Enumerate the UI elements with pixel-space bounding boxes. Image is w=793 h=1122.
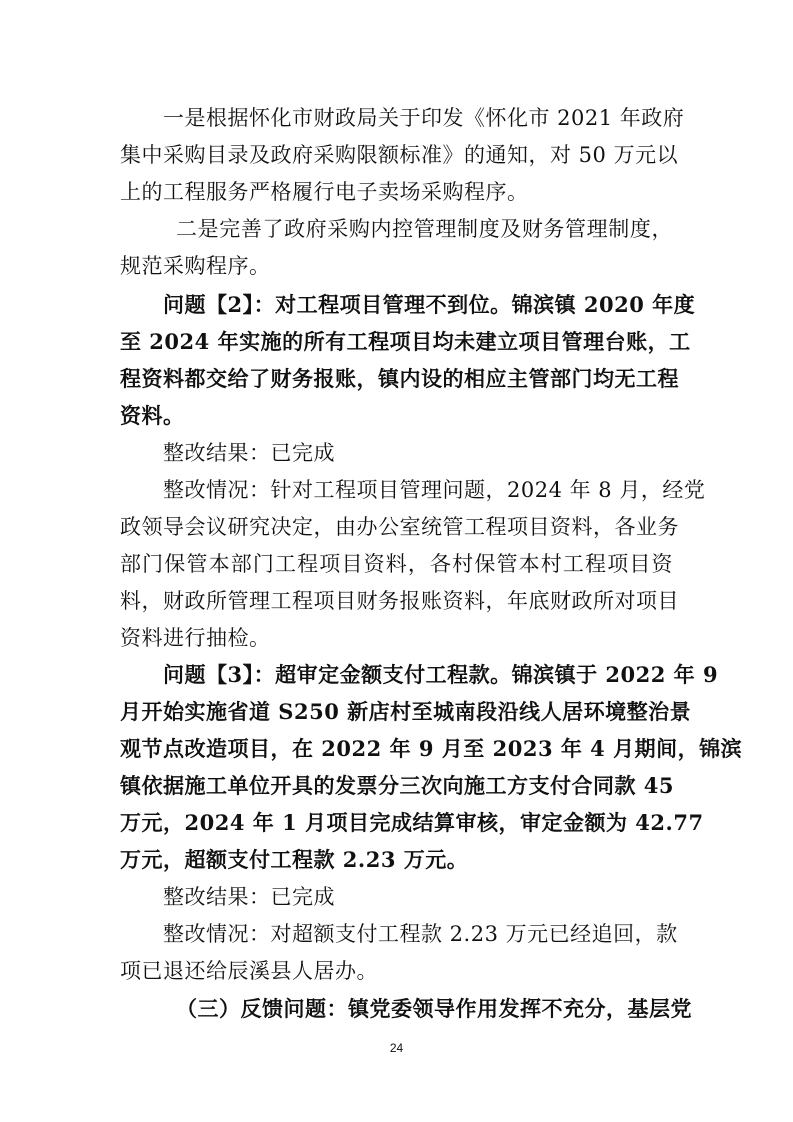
issue-line: 月开始实施省道 S250 新店村至城南段沿线人居环境整治景 [120, 699, 692, 724]
issue-line: 程资料都交给了财务报账，镇内设的相应主管部门均无工程 [120, 366, 679, 391]
paragraph-line: 料，财政所管理工程项目财务报账资料，年底财政所对项目 [120, 589, 679, 613]
page-number: 24 [389, 1041, 404, 1055]
issue-line: 问题【2】：对工程项目管理不到位。锦滨镇 2020 年度 [163, 292, 696, 317]
issue-2-result: 整改结果：已完成 [163, 441, 335, 465]
paragraph-line: 规范采购程序。 [120, 254, 271, 278]
section-heading: （三）反馈问题：镇党委领导作用发挥不充分，基层党 [176, 996, 692, 1021]
paragraph-line: 政领导会议研究决定，由办公室统管工程项目资料，各业务 [120, 515, 679, 539]
issue-line: 镇依据施工单位开具的发票分三次向施工方支付合同款 45 [120, 773, 675, 798]
paragraph-line: 资料进行抽检。 [120, 626, 271, 650]
issue-line: 万元，超额支付工程款 2.23 万元。 [120, 847, 469, 872]
issue-line: 观节点改造项目，在 2022 年 9 月至 2023 年 4 月期间，锦滨 [120, 736, 743, 761]
issue-line: 资料。 [120, 403, 185, 428]
paragraph-line: 部门保管本部门工程项目资料，各村保管本村工程项目资 [120, 552, 673, 576]
issue-line: 万元，2024 年 1 月项目完成结算审核，审定金额为 42.77 [120, 810, 704, 835]
issue-3-result: 整改结果：已完成 [163, 885, 335, 909]
paragraph-line: 一是根据怀化市财政局关于印发《怀化市 2021 年政府 [163, 106, 685, 130]
issue-line: 至 2024 年实施的所有工程项目均未建立项目管理台账，工 [120, 329, 691, 354]
issue-line: 问题【3】：超审定金额支付工程款。锦滨镇于 2022 年 9 [163, 662, 719, 687]
paragraph-line: 集中采购目录及政府采购限额标准》的通知，对 50 万元以 [120, 143, 679, 167]
paragraph-line: 项已退还给辰溪县人居办。 [120, 959, 378, 983]
paragraph-line: 二是完善了政府采购内控管理制度及财务管理制度， [176, 217, 673, 241]
paragraph-line: 上的工程服务严格履行电子卖场采购程序。 [120, 180, 529, 204]
paragraph-line: 整改情况：对超额支付工程款 2.23 万元已经追回，款 [163, 922, 678, 946]
paragraph-line: 整改情况：针对工程项目管理问题，2024 年 8 月，经党 [163, 478, 706, 502]
